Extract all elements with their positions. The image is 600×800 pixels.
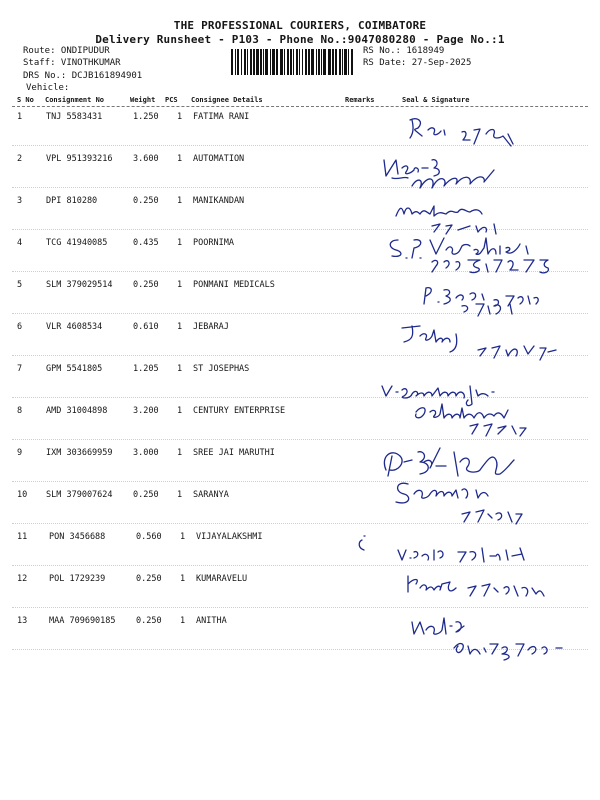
row-sno: 13 [17, 616, 28, 626]
row-sno: 2 [17, 154, 23, 164]
row-weight: 0.250 [133, 490, 159, 500]
row-pcs: 1 [177, 490, 183, 500]
row-consignment-no: VPL 951393216 [46, 154, 113, 164]
row-sno: 3 [17, 196, 23, 206]
row-consignment-no: AMD 31004898 [46, 406, 108, 416]
row-weight: 1.250 [133, 112, 159, 122]
row-weight: 0.250 [133, 196, 159, 206]
row-consignee: SARANYA [193, 490, 229, 500]
row-sno: 5 [17, 280, 23, 290]
row-pcs: 1 [177, 154, 183, 164]
row-weight: 3.000 [133, 448, 159, 458]
row-sno: 10 [17, 490, 28, 500]
signature-row-13 [412, 618, 562, 660]
row-pcs: 1 [177, 364, 183, 374]
column-header-sno: S No [17, 96, 34, 104]
signature-row-5 [424, 288, 538, 316]
row-consignment-no: IXM 303669959 [46, 448, 113, 458]
row-consignee: POORNIMA [193, 238, 234, 248]
row-consignee: ST JOSEPHAS [193, 364, 250, 374]
staff-label: Staff: VINOTHKUMAR [23, 58, 121, 68]
signature-row-1 [410, 119, 513, 146]
row-consignment-no: SLM 379007624 [46, 490, 113, 500]
column-header-consignee: Consignee Details [191, 96, 263, 104]
row-consignee: PONMANI MEDICALS [193, 280, 275, 290]
row-pcs: 1 [180, 574, 186, 584]
signature-row-9 [384, 448, 514, 476]
row-sno: 6 [17, 322, 23, 332]
row-weight: 3.600 [133, 154, 159, 164]
row-sno: 1 [17, 112, 23, 122]
signature-row-4 [390, 238, 548, 273]
row-consignee: KUMARAVELU [196, 574, 248, 584]
row-pcs: 1 [177, 448, 183, 458]
rs-date: RS Date: 27-Sep-2025 [363, 58, 472, 68]
row-consignee: JEBARAJ [193, 322, 229, 332]
row-consignment-no: SLM 379029514 [46, 280, 113, 290]
row-weight: 0.610 [133, 322, 159, 332]
remark-mark-row-11 [359, 536, 365, 550]
row-pcs: 1 [177, 196, 183, 206]
row-consignment-no: GPM 5541805 [46, 364, 103, 374]
row-sno: 9 [17, 448, 23, 458]
rs-number: RS No.: 1618949 [363, 46, 445, 56]
signature-row-12 [408, 576, 544, 596]
column-header-weight: Weight [130, 96, 156, 104]
page-subtitle: Delivery Runsheet - P103 - Phone No.:9047080280 - Page No.:1 [95, 33, 505, 46]
row-consignee: VIJAYALAKSHMI [196, 532, 263, 542]
signature-row-10 [396, 483, 522, 524]
row-weight: 1.205 [133, 364, 159, 374]
vehicle-label: Vehicle: [26, 83, 70, 93]
row-sno: 4 [17, 238, 23, 248]
column-header-remarks: Remarks [345, 96, 375, 104]
row-sno: 11 [17, 532, 28, 542]
row-weight: 3.200 [133, 406, 159, 416]
row-weight: 0.250 [136, 574, 162, 584]
row-weight: 0.250 [136, 616, 162, 626]
page-title: THE PROFESSIONAL COURIERS, COIMBATORE [173, 19, 427, 32]
signature-row-8 [382, 386, 526, 436]
row-pcs: 1 [177, 406, 183, 416]
row-consignee: AUTOMATION [193, 154, 245, 164]
signature-row-6 [402, 326, 556, 360]
column-header-seal: Seal & Signature [402, 96, 470, 104]
signature-row-3 [396, 206, 496, 234]
row-weight: 0.560 [136, 532, 162, 542]
row-weight: 0.435 [133, 238, 159, 248]
row-consignment-no: POL 1729239 [49, 574, 106, 584]
row-consignment-no: TNJ 5583431 [46, 112, 103, 122]
row-pcs: 1 [177, 280, 183, 290]
row-pcs: 1 [177, 322, 183, 332]
row-pcs: 1 [180, 616, 186, 626]
row-consignee: CENTURY ENTERPRISE [193, 406, 286, 416]
row-sno: 12 [17, 574, 28, 584]
row-consignment-no: MAA 709690185 [49, 616, 116, 626]
signature-row-11 [398, 548, 524, 562]
row-consignment-no: VLR 4608534 [46, 322, 103, 332]
route-label: Route: ONDIPUDUR [23, 46, 110, 56]
row-consignee: FATIMA RANI [193, 112, 250, 122]
column-header-pcs: PCS [165, 96, 178, 104]
row-sno: 8 [17, 406, 23, 416]
row-pcs: 1 [177, 238, 183, 248]
signature-row-2 [384, 160, 494, 188]
row-pcs: 1 [180, 532, 186, 542]
row-consignment-no: DPI 810280 [46, 196, 98, 206]
row-consignee: SREE JAI MARUTHI [193, 448, 275, 458]
row-consignee: ANITHA [196, 616, 227, 626]
row-pcs: 1 [177, 112, 183, 122]
column-header-consignment: Consignment No [45, 96, 105, 104]
row-consignment-no: PON 3456688 [49, 532, 106, 542]
row-weight: 0.250 [133, 280, 159, 290]
drs-label: DRS No.: DCJB161894901 [23, 71, 143, 81]
row-sno: 7 [17, 364, 23, 374]
row-consignment-no: TCG 41940085 [46, 238, 108, 248]
row-consignee: MANIKANDAN [193, 196, 245, 206]
